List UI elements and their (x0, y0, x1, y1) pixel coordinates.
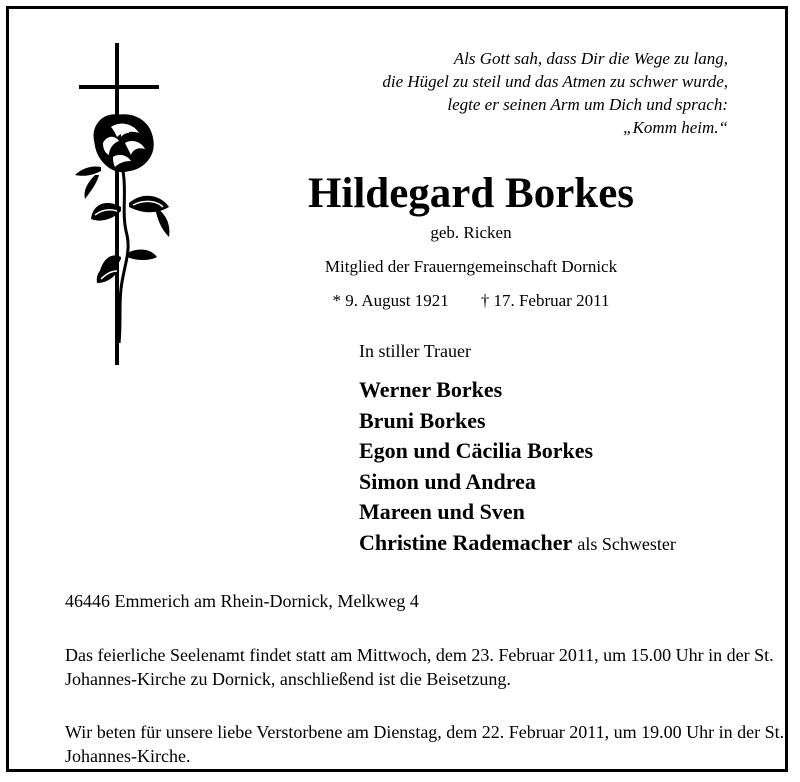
mourner-name: Christine Rademacher (359, 529, 572, 555)
mourning-heading: In stiller Trauer (359, 341, 471, 361)
mourner-entry (359, 497, 676, 528)
mourner-list (359, 375, 676, 559)
mourner-name: Simon und Andrea (359, 468, 536, 494)
mourner-name: Mareen und Sven (359, 499, 525, 524)
family-address: 46446 Emmerich am Rhein-Dornick, Melkweg 4 (65, 591, 419, 611)
mourner-relation: als Schwester (577, 533, 676, 554)
poem-line: Als Gott sah, dass Dir die Wege zu lang, (453, 49, 728, 68)
poem-line: legte er seinen Arm um Dich und sprach: (447, 95, 728, 114)
maiden-name: geb. Ricken (430, 223, 512, 242)
mourner-name: Werner Borkes (359, 377, 503, 402)
death-date: † 17. Februar 2011 (480, 291, 610, 310)
mourner-entry (359, 375, 676, 406)
life-dates (291, 291, 651, 311)
prayer-info: Wir beten für unsere liebe Verstorbene am Dienstag, dem 22. Februar 2011, um 19.00 Uhr in der St. Johannes-Kirche. (65, 722, 785, 766)
obituary-notice (6, 6, 788, 772)
requiem-info: Das feierliche Seelenamt findet statt am Mittwoch, dem 23. Februar 2011, um 15.00 Uhr in der St. Johannes-Kirche zu Dornick, anschließend ist die Beisetzung. (65, 645, 774, 689)
membership-line: Mitglied der Frauerngemeinschaft Dornick (324, 257, 618, 276)
mourner-entry (359, 436, 676, 467)
poem-line: „Komm heim.“ (623, 118, 728, 137)
deceased-name: Hildegard Borkes (307, 170, 635, 217)
mourner-entry (359, 406, 676, 437)
mourner-name: Bruni Borkes (359, 407, 486, 433)
cross-with-rose-icon (61, 43, 181, 369)
birth-date: * 9. August 1921 (332, 291, 449, 310)
mourner-name: Egon und Cäcilia Borkes (359, 438, 594, 463)
poem-line: die Hügel zu steil und das Atmen zu schwer wurde, (382, 72, 728, 91)
poem (382, 47, 728, 139)
mourner-entry (359, 467, 676, 498)
mourner-entry (359, 528, 676, 560)
